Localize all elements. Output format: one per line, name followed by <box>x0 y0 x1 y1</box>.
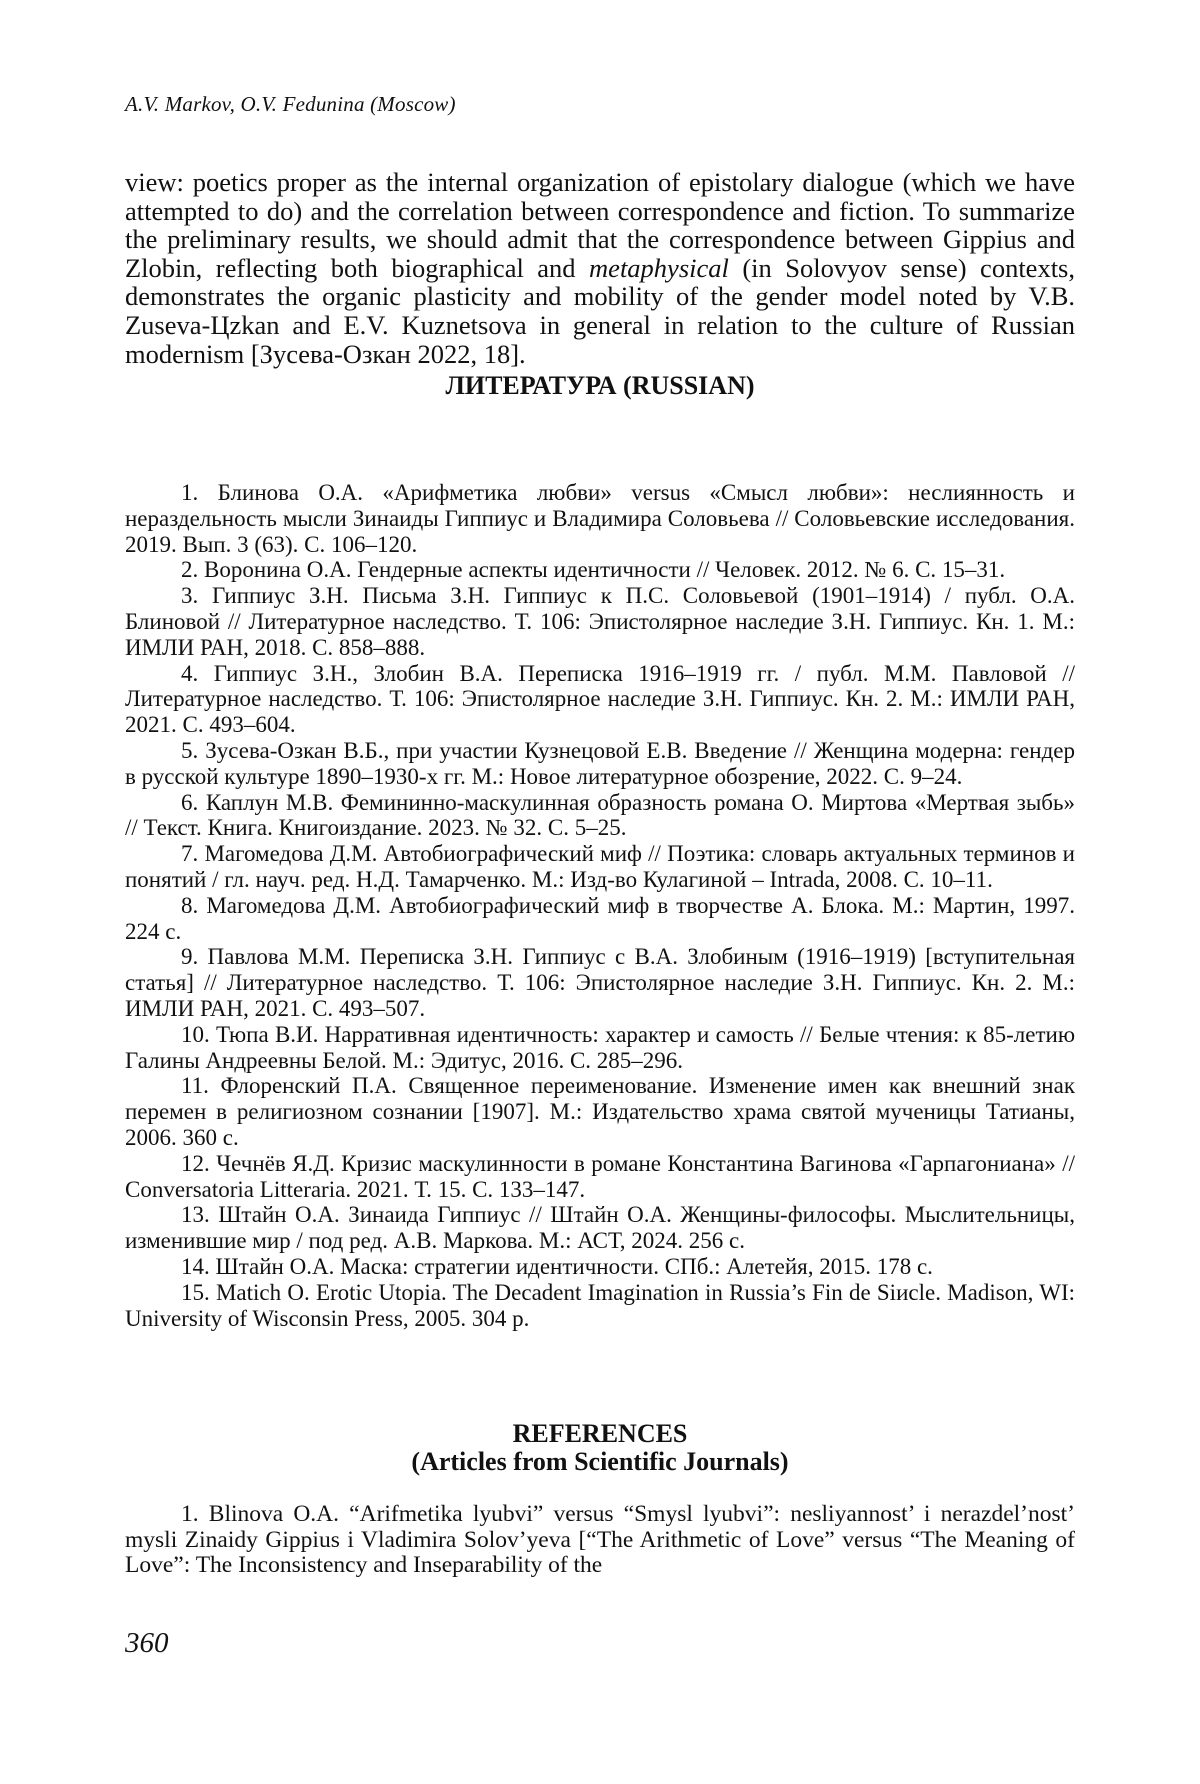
reference-item: 14. Штайн О.А. Маска: стратегии идентичности. СПб.: Алетейя, 2015. 178 с. <box>125 1254 1075 1280</box>
reference-item: 5. Зусева-Озкан В.Б., при участии Кузнецовой Е.В. Введение // Женщина модерна: гендер в русской культуре 1890–1930-х гг. М.: Новое литературное обозрение, 2022. С. 9–24. <box>125 738 1075 790</box>
references-heading-line-1: REFERENCES <box>513 1419 688 1448</box>
reference-item: 13. Штайн О.А. Зинаида Гиппиус // Штайн О.А. Женщины-философы. Мыслительницы, изменившие мир / под ред. А.В. Маркова. М.: АСТ, 2024. 256 с. <box>125 1202 1075 1254</box>
reference-item: 15. Matich O. Erotic Utopia. The Decadent Imagination in Russia’s Fin de Siиcle. Madison, WI: University of Wisconsin Press, 2005. 304 p. <box>125 1280 1075 1332</box>
english-reference-list <box>125 1502 1075 1579</box>
reference-item: 6. Каплун М.В. Фемининно-маскулинная образность романа О. Миртова «Мертвая зыбь» // Текст. Книга. Книгоиздание. 2023. № 32. С. 5–25. <box>125 790 1075 842</box>
body-text-part-2: (in Solovyov sense) contexts, demonstrates the organic plasticity and mobility of the gender model noted by V.B. Zuseva-Цzkan and E.V. Kuznetsova in general in relation to the culture of Russian modernism [Зусева-Озкан 2022, 18]. <box>125 253 1075 369</box>
russian-reference-list <box>125 480 1075 1331</box>
reference-item: 1. Blinova O.A. “Arifmetika lyubvi” versus “Smysl lyubvi”: nesliyannost’ i nerazdel’nost’ mysli Zinaidy Gippius i Vladimira Solov’yeva [“The Arithmetic of Love” versus “The Meaning of Love”: The Inconsistency and Inseparability of the <box>125 1502 1075 1579</box>
literature-heading: ЛИТЕРАТУРА (RUSSIAN) <box>125 372 1075 400</box>
references-heading <box>125 1420 1075 1476</box>
body-paragraph <box>125 168 1075 368</box>
document-page <box>0 0 1200 1784</box>
reference-item: 12. Чечнёв Я.Д. Кризис маскулинности в романе Константина Вагинова «Гарпагониана» // Conversatoria Litteraria. 2021. Т. 15. С. 133–147. <box>125 1151 1075 1203</box>
reference-item: 3. Гиппиус З.Н. Письма З.Н. Гиппиус к П.С. Соловьевой (1901–1914) / публ. О.А. Блиновой // Литературное наследство. Т. 106: Эпистолярное наследие З.Н. Гиппиус. Кн. 1. М.: ИМЛИ РАН, 2018. С. 858–888. <box>125 583 1075 660</box>
reference-item: 4. Гиппиус З.Н., Злобин В.А. Переписка 1916–1919 гг. / публ. М.М. Павловой // Литературное наследство. Т. 106: Эпистолярное наследие З.Н. Гиппиус. Кн. 2. М.: ИМЛИ РАН, 2021. С. 493–604. <box>125 661 1075 738</box>
reference-item: 7. Магомедова Д.М. Автобиографический миф // Поэтика: словарь актуальных терминов и понятий / гл. науч. ред. Н.Д. Тамарченко. М.: Изд-во Кулагиной – Intrada, 2008. С. 10–11. <box>125 841 1075 893</box>
running-head: A.V. Markov, O.V. Fedunina (Moscow) <box>125 92 456 117</box>
reference-item: 8. Магомедова Д.М. Автобиографический миф в творчестве А. Блока. М.: Мартин, 1997. 224 с. <box>125 893 1075 945</box>
body-italic-word: metaphysical <box>589 253 729 283</box>
body-text-part-1: view: poetics proper as the internal organization of epistolary dialogue (which we have attempted to do) and the correlation between correspondence and fiction. To summarize the preliminary results, we should admit that the correspondence between Gippius and Zlobin, reflecting both biographical and <box>125 167 1075 283</box>
reference-item: 9. Павлова М.М. Переписка З.Н. Гиппиус с В.А. Злобиным (1916–1919) [вступительная статья] // Литературное наследство. Т. 106: Эпистолярное наследие З.Н. Гиппиус. Кн. 2. М.: ИМЛИ РАН, 2021. С. 493–507. <box>125 944 1075 1021</box>
reference-item: 2. Воронина О.А. Гендерные аспекты идентичности // Человек. 2012. № 6. С. 15–31. <box>125 557 1075 583</box>
reference-item: 10. Тюпа В.И. Нарративная идентичность: характер и самость // Белые чтения: к 85-летию Галины Андреевны Белой. М.: Эдитус, 2016. С. 285–296. <box>125 1022 1075 1074</box>
references-heading-line-2: (Articles from Scientific Journals) <box>411 1447 788 1476</box>
page-number: 360 <box>125 1627 169 1660</box>
reference-item: 1. Блинова О.А. «Арифметика любви» versus «Смысл любви»: неслиянность и нераздельность мысли Зинаиды Гиппиус и Владимира Соловьева // Соловьевские исследования. 2019. Вып. 3 (63). С. 106–120. <box>125 480 1075 557</box>
reference-item: 11. Флоренский П.А. Священное переименование. Изменение имен как внешний знак перемен в религиозном сознании [1907]. М.: Издательство храма святой мученицы Татианы, 2006. 360 с. <box>125 1073 1075 1150</box>
